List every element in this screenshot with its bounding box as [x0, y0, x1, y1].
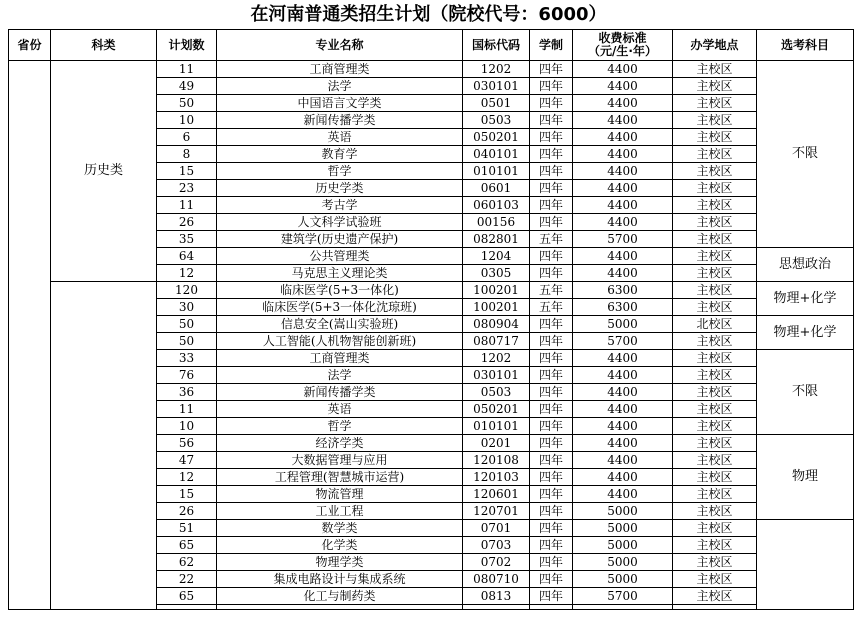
duration-cell: 五年 — [530, 231, 573, 248]
plan-count-cell: 11 — [157, 401, 217, 418]
tuition-cell: 5000 — [573, 316, 673, 333]
plan-count-cell: 51 — [157, 520, 217, 537]
campus-cell: 主校区 — [673, 197, 757, 214]
plan-count-cell: 36 — [157, 384, 217, 401]
campus-cell: 主校区 — [673, 401, 757, 418]
tuition-cell: 4400 — [573, 418, 673, 435]
tuition-cell: 4400 — [573, 265, 673, 282]
header-duration: 学制 — [530, 30, 573, 61]
duration-cell: 四年 — [530, 571, 573, 588]
category-cell: 历史类 — [51, 61, 157, 282]
tuition-cell: 4400 — [573, 435, 673, 452]
major-name-cell: 哲学 — [217, 418, 463, 435]
major-name-cell: 信息安全(嵩山实验班) — [217, 316, 463, 333]
national-code-cell: 0201 — [463, 435, 530, 452]
national-code-cell: 030101 — [463, 367, 530, 384]
plan-count-cell: 65 — [157, 588, 217, 605]
header-plan-count: 计划数 — [157, 30, 217, 61]
campus-cell: 北校区 — [673, 316, 757, 333]
duration-cell: 四年 — [530, 180, 573, 197]
header-subjects: 选考科目 — [757, 30, 854, 61]
campus-cell: 主校区 — [673, 180, 757, 197]
header-category: 科类 — [51, 30, 157, 61]
major-name-cell: 工业工程 — [217, 503, 463, 520]
major-name-cell: 英语 — [217, 401, 463, 418]
campus-cell: 主校区 — [673, 95, 757, 112]
campus-cell: 主校区 — [673, 248, 757, 265]
campus-cell: 主校区 — [673, 112, 757, 129]
table-row — [9, 282, 854, 299]
campus-cell: 主校区 — [673, 163, 757, 180]
tuition-cell: 5000 — [573, 520, 673, 537]
plan-count-cell: 15 — [157, 486, 217, 503]
duration-cell: 四年 — [530, 163, 573, 180]
campus-cell: 主校区 — [673, 418, 757, 435]
header-campus: 办学地点 — [673, 30, 757, 61]
campus-cell: 主校区 — [673, 214, 757, 231]
campus-cell: 主校区 — [673, 282, 757, 299]
national-code-cell: 0813 — [463, 588, 530, 605]
national-code-cell: 0305 — [463, 265, 530, 282]
tuition-cell: 4400 — [573, 95, 673, 112]
plan-count-cell: 26 — [157, 503, 217, 520]
campus-cell: 主校区 — [673, 554, 757, 571]
table-body — [9, 61, 854, 610]
duration-cell: 四年 — [530, 452, 573, 469]
duration-cell: 四年 — [530, 129, 573, 146]
national-code-cell: 050201 — [463, 129, 530, 146]
national-code-cell: 0501 — [463, 95, 530, 112]
national-code-cell: 1202 — [463, 350, 530, 367]
duration-cell: 四年 — [530, 588, 573, 605]
campus-cell: 主校区 — [673, 435, 757, 452]
campus-cell: 主校区 — [673, 367, 757, 384]
campus-cell: 主校区 — [673, 265, 757, 282]
header-major-name: 专业名称 — [217, 30, 463, 61]
major-name-cell: 临床医学(5+3一体化) — [217, 282, 463, 299]
national-code-cell: 0503 — [463, 384, 530, 401]
duration-cell: 四年 — [530, 78, 573, 95]
subject-requirement-cell: 不限 — [757, 350, 854, 435]
plan-count-cell: 35 — [157, 231, 217, 248]
plan-count-cell: 10 — [157, 418, 217, 435]
plan-count-cell: 50 — [157, 95, 217, 112]
duration-cell — [530, 605, 573, 610]
national-code-cell: 010101 — [463, 418, 530, 435]
enrollment-plan-table — [8, 29, 854, 610]
duration-cell: 四年 — [530, 197, 573, 214]
duration-cell: 四年 — [530, 486, 573, 503]
table-row — [9, 61, 854, 78]
major-name-cell: 历史学类 — [217, 180, 463, 197]
campus-cell: 主校区 — [673, 350, 757, 367]
plan-count-cell: 50 — [157, 316, 217, 333]
duration-cell: 四年 — [530, 265, 573, 282]
national-code-cell: 0702 — [463, 554, 530, 571]
tuition-cell: 6300 — [573, 282, 673, 299]
major-name-cell: 工商管理类 — [217, 61, 463, 78]
major-name-cell: 英语 — [217, 129, 463, 146]
major-name-cell: 工商管理类 — [217, 350, 463, 367]
tuition-cell: 4400 — [573, 401, 673, 418]
national-code-cell: 1204 — [463, 248, 530, 265]
campus-cell: 主校区 — [673, 129, 757, 146]
duration-cell: 四年 — [530, 401, 573, 418]
duration-cell: 四年 — [530, 435, 573, 452]
tuition-cell: 4400 — [573, 367, 673, 384]
duration-cell: 四年 — [530, 384, 573, 401]
duration-cell: 五年 — [530, 282, 573, 299]
campus-cell: 主校区 — [673, 333, 757, 350]
major-name-cell: 集成电路设计与集成系统 — [217, 571, 463, 588]
national-code-cell: 060103 — [463, 197, 530, 214]
subject-requirement-cell: 物理+化学 — [757, 316, 854, 350]
major-name-cell: 法学 — [217, 367, 463, 384]
plan-count-cell: 64 — [157, 248, 217, 265]
campus-cell: 主校区 — [673, 61, 757, 78]
campus-cell: 主校区 — [673, 503, 757, 520]
plan-count-cell: 12 — [157, 469, 217, 486]
national-code-cell: 080904 — [463, 316, 530, 333]
campus-cell: 主校区 — [673, 146, 757, 163]
national-code-cell: 050201 — [463, 401, 530, 418]
tuition-cell: 5000 — [573, 537, 673, 554]
duration-cell: 四年 — [530, 95, 573, 112]
duration-cell: 四年 — [530, 112, 573, 129]
duration-cell: 四年 — [530, 503, 573, 520]
national-code-cell: 040101 — [463, 146, 530, 163]
tuition-cell: 4400 — [573, 129, 673, 146]
duration-cell: 四年 — [530, 554, 573, 571]
duration-cell: 五年 — [530, 299, 573, 316]
campus-cell — [673, 605, 757, 610]
plan-count-cell: 8 — [157, 146, 217, 163]
tuition-cell: 5700 — [573, 333, 673, 350]
category-cell — [51, 282, 157, 610]
major-name-cell: 公共管理类 — [217, 248, 463, 265]
national-code-cell: 100201 — [463, 299, 530, 316]
major-name-cell: 化学类 — [217, 537, 463, 554]
duration-cell: 四年 — [530, 316, 573, 333]
major-name-cell: 考古学 — [217, 197, 463, 214]
duration-cell: 四年 — [530, 61, 573, 78]
duration-cell: 四年 — [530, 418, 573, 435]
major-name-cell: 数学类 — [217, 520, 463, 537]
major-name-cell: 人文科学试验班 — [217, 214, 463, 231]
major-name-cell: 人工智能(人机物智能创新班) — [217, 333, 463, 350]
duration-cell: 四年 — [530, 537, 573, 554]
plan-count-cell: 56 — [157, 435, 217, 452]
plan-count-cell: 120 — [157, 282, 217, 299]
national-code-cell: 080710 — [463, 571, 530, 588]
duration-cell: 四年 — [530, 146, 573, 163]
plan-count-cell: 22 — [157, 571, 217, 588]
plan-count-cell: 65 — [157, 537, 217, 554]
major-name-cell — [217, 605, 463, 610]
major-name-cell: 法学 — [217, 78, 463, 95]
tuition-cell: 4400 — [573, 146, 673, 163]
tuition-cell: 4400 — [573, 452, 673, 469]
tuition-cell: 4400 — [573, 248, 673, 265]
plan-count-cell: 11 — [157, 61, 217, 78]
plan-count-cell: 76 — [157, 367, 217, 384]
plan-count-cell: 49 — [157, 78, 217, 95]
national-code-cell: 080717 — [463, 333, 530, 350]
tuition-cell: 5000 — [573, 503, 673, 520]
tuition-cell: 4400 — [573, 214, 673, 231]
plan-count-cell: 15 — [157, 163, 217, 180]
major-name-cell: 大数据管理与应用 — [217, 452, 463, 469]
subject-requirement-cell: 物理+化学 — [757, 282, 854, 316]
plan-count-cell: 62 — [157, 554, 217, 571]
tuition-cell: 4400 — [573, 61, 673, 78]
plan-count-cell: 11 — [157, 197, 217, 214]
duration-cell: 四年 — [530, 367, 573, 384]
campus-cell: 主校区 — [673, 469, 757, 486]
national-code-cell: 0701 — [463, 520, 530, 537]
header-province: 省份 — [9, 30, 51, 61]
campus-cell: 主校区 — [673, 231, 757, 248]
campus-cell: 主校区 — [673, 486, 757, 503]
campus-cell: 主校区 — [673, 571, 757, 588]
national-code-cell: 120108 — [463, 452, 530, 469]
major-name-cell: 哲学 — [217, 163, 463, 180]
plan-count-cell: 6 — [157, 129, 217, 146]
tuition-cell: 4400 — [573, 469, 673, 486]
major-name-cell: 中国语言文学类 — [217, 95, 463, 112]
page-title: 在河南普通类招生计划（院校代号：6000） — [250, 4, 607, 25]
plan-count-cell: 23 — [157, 180, 217, 197]
duration-cell: 四年 — [530, 350, 573, 367]
campus-cell: 主校区 — [673, 299, 757, 316]
major-name-cell: 新闻传播学类 — [217, 112, 463, 129]
header-tuition: 收费标准 （元/生·年） — [573, 30, 673, 61]
duration-cell: 四年 — [530, 520, 573, 537]
major-name-cell: 建筑学(历史遗产保护) — [217, 231, 463, 248]
tuition-cell: 5700 — [573, 588, 673, 605]
major-name-cell: 物流管理 — [217, 486, 463, 503]
national-code-cell: 0503 — [463, 112, 530, 129]
table-header-row — [9, 30, 854, 61]
major-name-cell: 临床医学(5+3一体化沈琼班) — [217, 299, 463, 316]
national-code-cell: 082801 — [463, 231, 530, 248]
plan-count-cell: 12 — [157, 265, 217, 282]
tuition-cell: 4400 — [573, 112, 673, 129]
plan-count-cell: 50 — [157, 333, 217, 350]
national-code-cell: 1202 — [463, 61, 530, 78]
tuition-cell: 4400 — [573, 350, 673, 367]
national-code-cell: 120601 — [463, 486, 530, 503]
subject-requirement-cell: 思想政治 — [757, 248, 854, 282]
national-code-cell: 120103 — [463, 469, 530, 486]
national-code-cell — [463, 605, 530, 610]
national-code-cell: 120701 — [463, 503, 530, 520]
tuition-cell: 5000 — [573, 571, 673, 588]
subject-requirement-cell — [757, 520, 854, 610]
campus-cell: 主校区 — [673, 384, 757, 401]
national-code-cell: 0601 — [463, 180, 530, 197]
tuition-cell — [573, 605, 673, 610]
tuition-cell: 4400 — [573, 384, 673, 401]
major-name-cell: 经济学类 — [217, 435, 463, 452]
major-name-cell: 教育学 — [217, 146, 463, 163]
national-code-cell: 010101 — [463, 163, 530, 180]
tuition-cell: 5700 — [573, 231, 673, 248]
tuition-cell: 4400 — [573, 163, 673, 180]
tuition-cell: 4400 — [573, 197, 673, 214]
national-code-cell: 030101 — [463, 78, 530, 95]
major-name-cell: 新闻传播学类 — [217, 384, 463, 401]
duration-cell: 四年 — [530, 248, 573, 265]
plan-count-cell: 10 — [157, 112, 217, 129]
major-name-cell: 物理学类 — [217, 554, 463, 571]
duration-cell: 四年 — [530, 214, 573, 231]
national-code-cell: 0703 — [463, 537, 530, 554]
major-name-cell: 化工与制药类 — [217, 588, 463, 605]
tuition-cell: 5000 — [573, 554, 673, 571]
major-name-cell: 马克思主义理论类 — [217, 265, 463, 282]
campus-cell: 主校区 — [673, 520, 757, 537]
plan-count-cell: 47 — [157, 452, 217, 469]
plan-count-cell: 30 — [157, 299, 217, 316]
national-code-cell: 100201 — [463, 282, 530, 299]
plan-count-cell — [157, 605, 217, 610]
province-cell — [9, 61, 51, 610]
major-name-cell: 工程管理(智慧城市运营) — [217, 469, 463, 486]
duration-cell: 四年 — [530, 469, 573, 486]
plan-count-cell: 26 — [157, 214, 217, 231]
campus-cell: 主校区 — [673, 78, 757, 95]
subject-requirement-cell: 不限 — [757, 61, 854, 248]
tuition-cell: 4400 — [573, 78, 673, 95]
tuition-cell: 4400 — [573, 180, 673, 197]
header-national-code: 国标代码 — [463, 30, 530, 61]
campus-cell: 主校区 — [673, 537, 757, 554]
subject-requirement-cell: 物理 — [757, 435, 854, 520]
tuition-cell: 6300 — [573, 299, 673, 316]
campus-cell: 主校区 — [673, 588, 757, 605]
tuition-cell: 4400 — [573, 486, 673, 503]
campus-cell: 主校区 — [673, 452, 757, 469]
national-code-cell: 00156 — [463, 214, 530, 231]
duration-cell: 四年 — [530, 333, 573, 350]
plan-count-cell: 33 — [157, 350, 217, 367]
